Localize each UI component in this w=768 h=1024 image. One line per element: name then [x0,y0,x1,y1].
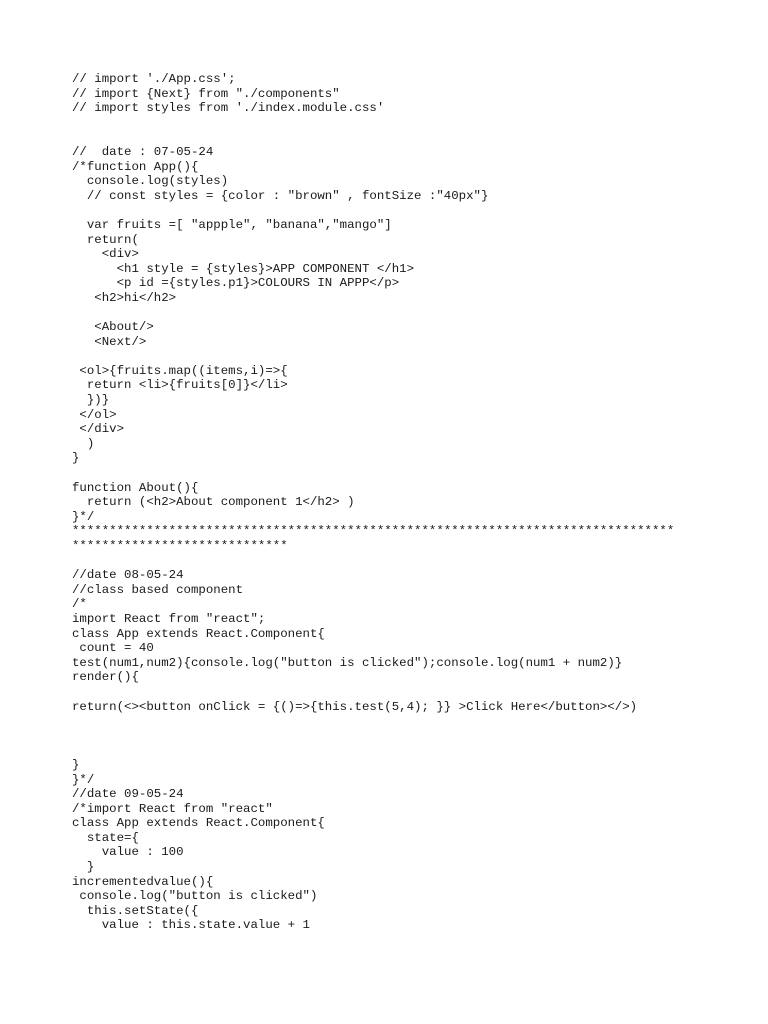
code-line: var fruits =[ "appple", "banana","mango"] [72,217,392,232]
code-line [72,349,762,364]
code-line [72,203,762,218]
code-line: } [72,757,80,772]
code-line: //class based component [72,582,244,597]
code-line: value : 100 [72,845,184,860]
code-line: // import './App.css'; [72,72,236,86]
code-line: ***************************** [72,539,288,553]
code-line: <h2>hi</h2> [72,290,177,305]
code-line [72,466,762,481]
code-line: } [72,451,80,466]
code-line: value : this.state.value + 1 [72,918,310,933]
code-line: import React from "react"; [72,611,266,626]
code-line: <ol>{fruits.map((items,i)=>{ [72,363,288,378]
code-line: /*import React from "react" [72,801,273,816]
code-line: count = 40 [72,641,154,656]
code-line: </ol> [72,407,117,422]
code-line: }*/ [72,509,95,524]
code-line [72,743,762,758]
code-line: // import styles from './index.module.css' [72,101,385,116]
code-line: /* [72,597,87,612]
code-line: incrementedvalue(){ [72,874,214,889]
code-line: return <li>{fruits[0]}</li> [72,378,288,393]
code-line: } [72,860,95,875]
code-line: state={ [72,830,139,845]
code-line [72,554,762,569]
code-line [72,685,762,700]
code-line [72,714,762,729]
code-line: ********************************************************************************* [72,524,675,539]
code-line: console.log(styles) [72,174,229,189]
code-line: <About/> [72,320,154,335]
code-line: // date : 07-05-24 [72,144,214,159]
code-line [72,116,762,131]
code-line: //date 09-05-24 [72,787,184,802]
code-line: <h1 style = {styles}>APP COMPONENT </h1> [72,261,415,276]
code-line: render(){ [72,670,139,685]
code-line [72,306,762,321]
code-line: ) [72,436,95,451]
code-line: })} [72,393,110,408]
code-line: console.log("button is clicked") [72,889,318,904]
code-line: // import {Next} from "./components" [72,86,340,101]
code-line: function About(){ [72,480,199,495]
code-line: <p id ={styles.p1}>COLOURS IN APPP</p> [72,276,400,291]
code-line: return (<h2>About component 1</h2> ) [72,495,355,510]
code-line: return(<><button onClick = {()=>{this.test(5,4); }} >Click Here</button></>) [72,699,638,714]
code-line [72,729,762,744]
code-line: }*/ [72,772,95,787]
code-line: class App extends React.Component{ [72,816,325,831]
code-line: <Next/> [72,334,147,349]
code-line: <div> [72,247,139,262]
code-line: return( [72,232,139,247]
code-line: // const styles = {color : "brown" , fontSize :"40px"} [72,188,489,203]
code-line: test(num1,num2){console.log("button is clicked");console.log(num1 + num2)} [72,655,623,670]
code-line: </div> [72,422,125,437]
code-line [72,130,762,145]
code-line: //date 08-05-24 [72,568,184,583]
code-line: /*function App(){ [72,159,199,174]
code-line: this.setState({ [72,903,199,918]
code-line: class App extends React.Component{ [72,626,325,641]
code-listing [72,72,762,933]
